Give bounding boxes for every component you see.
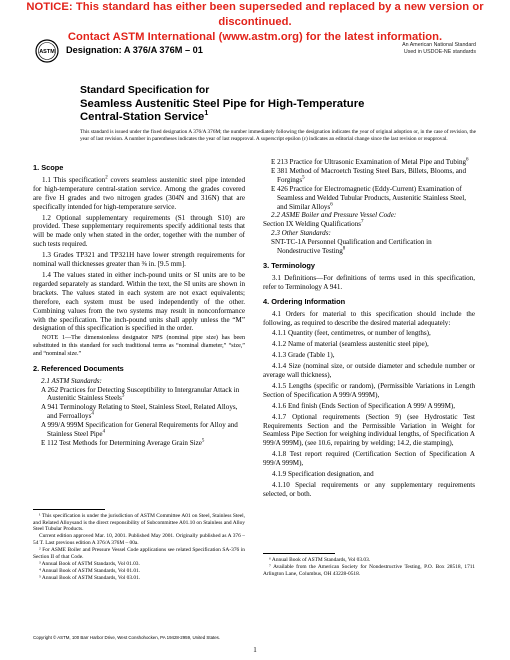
note-1: NOTE 1—The dimensionless designator NPS (nominal pipe size) has been substituted in this standard for such traditional terms as “nominal diameter,” “size,” and “nominal size.” [33,335,245,357]
para-1-2: 1.2 Optional supplementary requirements (S1 through S10) are provided. These supplementary requirements specify additional tests that will be made only when stated in the order, together with the number of such tests required. [33,213,245,249]
para-3-1: 3.1 Definitions—For definitions of terms used in this specification, refer to Terminology A 941. [263,273,475,291]
ans-label [402,42,476,56]
order-item: 4.1.6 End finish (Ends Section of Specification A 999/ A 999M), [272,401,456,410]
section-referenced-documents-heading: 2. Referenced Documents [33,363,124,373]
page-number: 1 [253,646,257,654]
footnote-rule-right [263,553,335,554]
order-item: 4.1.3 Grade (Table 1), [272,351,335,360]
order-item: 4.1.4 Size (nominal size, or outside diameter and schedule number or average wall thickness), [263,362,475,380]
section-ordering-heading: 4. Ordering Information [263,296,346,306]
asme-label: 2.2 ASME Boiler and Pressure Vessel Code: [271,211,397,220]
other-standards-label: 2.3 Other Standards: [271,229,331,238]
title-line-1: Standard Specification for [80,85,210,96]
para-1-4: 1.4 The values stated in either inch-pound units or SI units are to be regarded separately as standard. Within the text, the SI units are shown in brackets. The values stated in each system are not exact equivalents; therefore, each system must be used independently of the other. Combining values from the two systems may result in nonconformance with the specification. The inch-pound units shall apply unless the “M” designation of this specification is specified in the order. [33,270,245,333]
order-item: 4.1.2 Name of material (seamless austenitic steel pipe), [272,340,429,349]
footnotes-right [263,557,475,578]
footnote: ⁷ Available from the American Society for Nondestructive Testing, P.O. Box 28518, 1711 Arlington Lane, Columbus, OH 43228-0518. [263,564,475,577]
astm-logo-icon [35,39,59,63]
footnote: ⁵ Annual Book of ASTM Standards, Vol 03.01. [39,574,141,581]
para-1-1: 1.1 This specification$^2$ covers seamless austenitic steel pipe intended for high-temperature central-station service. Among the grades covered are five H grades and two nitrogen grades (304N and 316N) that are specifically intended for high-temperature service. [33,175,245,211]
order-item: 4.1.8 Test report required (Certification Section of Specification A 999/A 999M), [263,450,475,468]
left-column [33,158,245,448]
section-terminology-heading: 3. Terminology [263,260,316,270]
title-line-2: Seamless Austenitic Steel Pipe for High-Temperature [80,97,365,110]
intro-paragraph: This standard is issued under the fixed designation A 376/A 376M; the number immediately following the designation indicates the year of original adoption or, in the case of revision, the year of last revision. A number in parentheses indicates the year of last reapproval. A superscript epsilon (ε) indicates an editorial change since the last revision or reapproval. [80,129,476,142]
order-item: 4.1.9 Specification designation, and [272,470,374,479]
document-title [80,84,364,125]
snt-item: SNT-TC-1A Personnel Qualification and Certification in Nondestructive Testing$^8$ [271,238,432,256]
footnote-rule-left [33,509,105,510]
ans-line-1: An American National Standard [402,42,476,48]
asme-item: Section IX Welding Qualifications$^7$ [263,219,364,229]
ref-item: E 381 Method of Macroetch Testing Steel Bars, Billets, Blooms, and Forgings$^5$ [271,166,467,184]
supersede-notice [0,0,510,45]
astm-standards-label: 2.1 ASTM Standards: [41,376,102,385]
ref-item: A 941 Terminology Relating to Steel, Stainless Steel, Related Alloys, and Ferroalloys$^4$ [41,403,238,421]
title-line-3: Central-Station Service$^1$ [80,110,209,123]
ans-line-2: Used in USDOE-NE standards [403,49,476,55]
designation: Designation: A 376/A 376M – 01 [66,45,203,55]
order-item: 4.1.5 Lengths (specific or random), (Permissible Variations in Length Section of Specification A 999/A 999M), [263,381,475,399]
footnote: ⁴ Annual Book of ASTM Standards, Vol 01.01. [39,567,141,574]
footnotes-left [33,513,245,582]
right-column [263,158,475,501]
para-4-1: 4.1 Orders for material to this specification should include the following, as required to describe the desired material adequately: [263,309,475,327]
ref-item: A 262 Practices for Detecting Susceptibility to Intergranular Attack in Austenitic Stainless Steels$^3$ [41,385,240,403]
footnote: ¹ This specification is under the jurisdiction of ASTM Committee A01 on Steel, Stainless Steel, and Related Alloysand is the direct responsibility of Subcommittee A01.10 on Stainless and Alloy Steel Tubular Products. [33,513,245,533]
logo-text: ASTM [39,49,55,56]
order-item: 4.1.10 Special requirements or any supplementary requirements selected, or both. [263,481,475,498]
ref-item: E 213 Practice for Ultrasonic Examination of Metal Pipe and Tubing$^6$ [271,157,469,166]
section-scope-heading: 1. Scope [33,163,64,172]
footnote: Current edition approved Mar. 10, 2001. Published May 2001. Originally published as A 376 – 54 T. Last previous edition A 376/A 376M – 00a. [33,533,245,546]
footnote: ⁶ Annual Book of ASTM Standards, Vol 03.03. [269,557,371,563]
copyright-line: Copyright © ASTM, 100 Barr Harbor Drive, West Conshohocken, PA 19428-2959, United States. [33,635,221,640]
footnote: ² For ASME Boiler and Pressure Vessel Code applications see related Specification SA-376 in Section II of that Code. [33,546,245,560]
notice-line-2: Contact ASTM International (www.astm.org) for the latest information. [67,31,443,43]
ref-item: A 999/A 999M Specification for General Requirements for Alloy and Stainless Steel Pipe$^4$ [41,421,238,439]
order-item: 4.1.7 Optional requirements (Section 9) (see Hydrostatic Test Requirements Section and the Permissible Variation in Weight for Seamless Pipe Section for weighing individual lengths, of Specification A 999/A 999M), (see 10.6, repairing by welding; 14.2, die stamping), [263,412,475,448]
ref-item: E 426 Practice for Electromagnetic (Eddy-Current) Examination of Seamless and Welded Tubular Products, Austenitic Stainless Steel, and Similar Alloys$^6$ [271,184,467,211]
para-1-3: 1.3 Grades TP321 and TP321H have lower strength requirements for nominal wall thicknesses greater than ⅜ in. [9.5 mm]. [33,251,245,269]
notice-line-1: NOTICE: This standard has either been superseded and replaced by a new version or discontinued. [26,1,484,28]
ref-item: E 112 Test Methods for Determining Average Grain Size$^5$ [41,438,205,447]
footnote: ³ Annual Book of ASTM Standards, Vol 01.03. [39,560,140,567]
order-item: 4.1.1 Quantity (feet, centimetres, or number of lengths), [272,329,431,338]
title-footnote-mark: 1 [204,110,209,118]
